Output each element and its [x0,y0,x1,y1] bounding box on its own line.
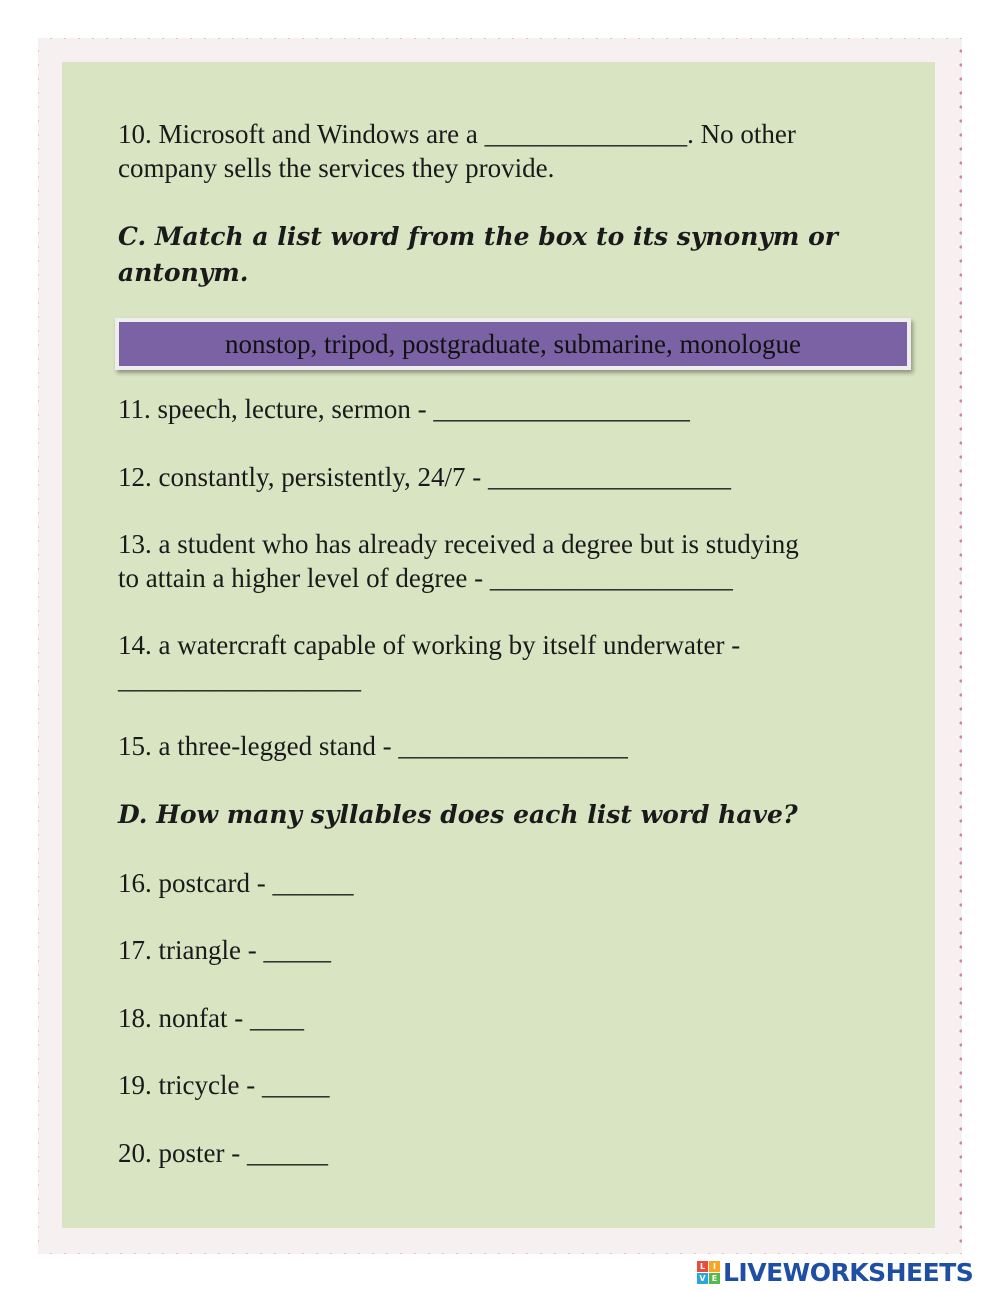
liveworksheets-logo-icon [697,1261,720,1284]
question-13-line1: 13. a student who has already received a degree but is studying [118,529,799,559]
question-13-line2: to attain a higher level of degree - __________________ [118,563,733,593]
question-10-line1: 10. Microsoft and Windows are a _______________. No other [118,119,796,149]
question-10 [118,117,878,185]
section-c-line2: antonym. [118,258,249,287]
question-13[interactable] [118,527,878,595]
question-14-line1: 14. a watercraft capable of working by itself underwater - [118,630,741,660]
section-d-heading: D. How many syllables does each list word have? [118,800,798,829]
section-c-heading [118,219,898,291]
question-10-line2: company sells the services they provide. [118,153,555,183]
question-16[interactable]: 16. postcard - ______ [118,868,354,898]
question-17[interactable]: 17. triangle - _____ [118,935,331,965]
word-bank-box: nonstop, tripod, postgraduate, submarine, monologue [115,318,911,370]
question-18[interactable]: 18. nonfat - ____ [118,1003,304,1033]
section-c-line1: C. Match a list word from the box to its synonym or [118,222,838,251]
question-12[interactable]: 12. constantly, persistently, 24/7 - __________________ [118,462,731,492]
logo-letter-l: L [697,1261,708,1272]
logo-letter-v: V [697,1273,708,1284]
question-14[interactable] [118,628,878,696]
question-20[interactable]: 20. poster - ______ [118,1138,328,1168]
question-15[interactable]: 15. a three-legged stand - _________________ [118,731,628,761]
liveworksheets-brand[interactable] [697,1257,973,1287]
brand-name: LIVEWORKSHEETS [723,1257,974,1287]
question-19[interactable]: 19. tricycle - _____ [118,1070,330,1100]
question-11[interactable]: 11. speech, lecture, sermon - ___________________ [118,394,690,424]
logo-letter-i: I [709,1261,720,1272]
question-14-line2: __________________ [118,664,361,694]
logo-letter-e: E [709,1273,720,1284]
